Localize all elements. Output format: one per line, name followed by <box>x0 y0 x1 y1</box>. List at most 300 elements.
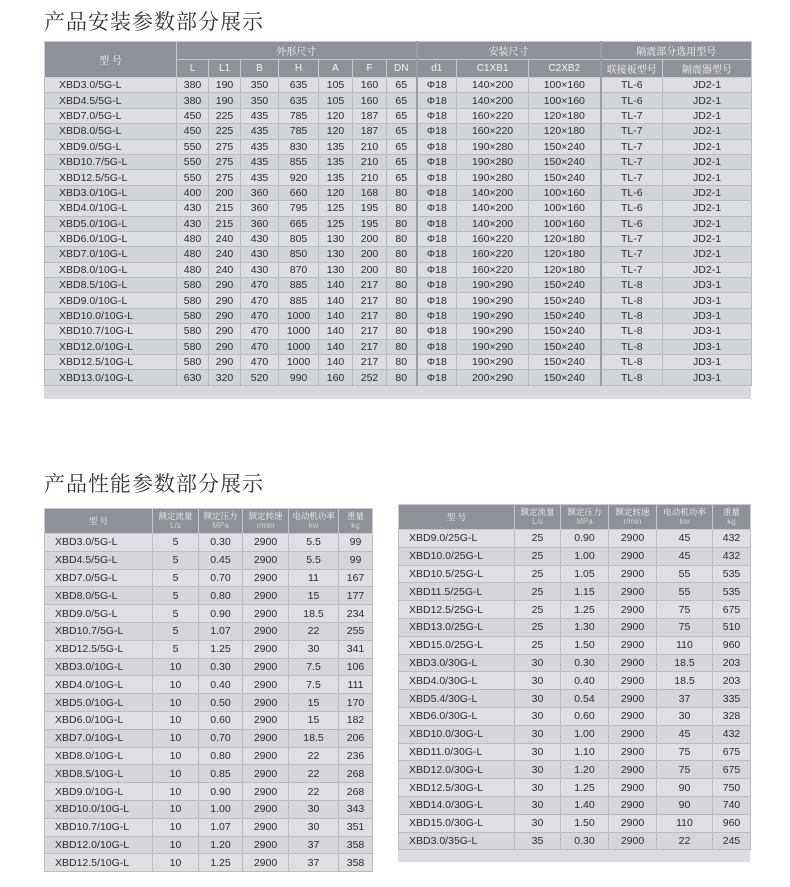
value-cell: 535 <box>713 565 751 583</box>
value-cell: 580 <box>177 324 209 339</box>
value-cell: 675 <box>713 761 751 779</box>
value-cell: JD2-1 <box>663 185 752 200</box>
model-cell: XBD6.0/10G-L <box>45 231 177 246</box>
model-cell: XBD12.0/10G-L <box>45 339 177 354</box>
value-cell: 18.5 <box>657 654 713 672</box>
model-cell: XBD6.0/10G-L <box>45 711 153 729</box>
value-cell: Φ18 <box>417 231 457 246</box>
value-cell: 215 <box>209 201 241 216</box>
value-cell: 5 <box>153 605 199 623</box>
table-row <box>45 78 752 93</box>
perf-header-label: 型 号 <box>88 516 109 526</box>
value-cell: 160×220 <box>457 247 529 262</box>
model-cell: XBD9.0/25G-L <box>399 530 515 548</box>
value-cell: 0.40 <box>561 672 609 690</box>
value-cell: JD3-1 <box>663 355 752 370</box>
value-cell: 30 <box>515 743 561 761</box>
value-cell: 920 <box>279 170 319 185</box>
value-cell: 5 <box>153 534 199 552</box>
value-cell: 120 <box>319 124 353 139</box>
value-cell: 80 <box>387 339 417 354</box>
value-cell: Φ18 <box>417 154 457 169</box>
value-cell: 1.50 <box>561 814 609 832</box>
value-cell: 435 <box>241 139 279 154</box>
value-cell: 430 <box>241 262 279 277</box>
value-cell: 22 <box>289 783 339 801</box>
value-cell: 45 <box>657 530 713 548</box>
value-cell: 10 <box>153 694 199 712</box>
value-cell: JD2-1 <box>663 78 752 93</box>
value-cell: 351 <box>339 818 373 836</box>
value-cell: 750 <box>713 779 751 797</box>
value-cell: 22 <box>289 765 339 783</box>
value-cell: 430 <box>241 247 279 262</box>
value-cell: 135 <box>319 139 353 154</box>
value-cell: 80 <box>387 216 417 231</box>
value-cell: 234 <box>339 605 373 623</box>
value-cell: TL-6 <box>601 93 663 108</box>
performance-table-left <box>44 508 373 872</box>
subheader-7: d1 <box>417 60 457 78</box>
value-cell: 150×240 <box>529 355 601 370</box>
perf-header-label: 额定压力 <box>567 507 602 517</box>
table-row <box>399 583 751 601</box>
value-cell: 1.00 <box>561 547 609 565</box>
value-cell: 885 <box>279 278 319 293</box>
model-cell: XBD10.0/25G-L <box>399 547 515 565</box>
value-cell: 11 <box>289 569 339 587</box>
value-cell: 80 <box>387 185 417 200</box>
value-cell: 2900 <box>243 800 289 818</box>
table-row <box>45 201 752 216</box>
model-cell: XBD5.0/10G-L <box>45 216 177 231</box>
value-cell: 240 <box>209 262 241 277</box>
value-cell: 358 <box>339 854 373 872</box>
table-row <box>45 587 373 605</box>
model-cell: XBD6.0/30G-L <box>399 707 515 725</box>
value-cell: TL-6 <box>601 201 663 216</box>
value-cell: 350 <box>241 78 279 93</box>
table-row <box>399 761 751 779</box>
value-cell: JD2-1 <box>663 247 752 262</box>
model-cell: XBD12.0/30G-L <box>399 761 515 779</box>
value-cell: 320 <box>209 370 241 385</box>
value-cell: 170 <box>339 694 373 712</box>
value-cell: 290 <box>209 339 241 354</box>
value-cell: 30 <box>515 707 561 725</box>
value-cell: 190×290 <box>457 293 529 308</box>
table-row <box>399 743 751 761</box>
value-cell: 245 <box>713 832 751 850</box>
value-cell: 217 <box>353 339 387 354</box>
value-cell: 37 <box>657 690 713 708</box>
install-params-table-wrap <box>44 41 751 399</box>
perf-header-5 <box>713 505 751 530</box>
value-cell: 75 <box>657 618 713 636</box>
value-cell: 160 <box>319 370 353 385</box>
value-cell: 2900 <box>243 711 289 729</box>
value-cell: 150×240 <box>529 324 601 339</box>
value-cell: TL-6 <box>601 216 663 231</box>
table-row <box>45 711 373 729</box>
value-cell: 100×160 <box>529 78 601 93</box>
value-cell: 343 <box>339 800 373 818</box>
value-cell: 275 <box>209 139 241 154</box>
value-cell: 1.25 <box>199 640 243 658</box>
value-cell: 480 <box>177 262 209 277</box>
value-cell: 7.5 <box>289 676 339 694</box>
value-cell: Φ18 <box>417 324 457 339</box>
value-cell: 150×240 <box>529 154 601 169</box>
value-cell: 2900 <box>609 636 657 654</box>
value-cell: 22 <box>289 747 339 765</box>
value-cell: 80 <box>387 201 417 216</box>
value-cell: 182 <box>339 711 373 729</box>
install-params-table <box>44 41 752 386</box>
model-cell: XBD10.7/10G-L <box>45 324 177 339</box>
value-cell: 635 <box>279 93 319 108</box>
value-cell: Φ18 <box>417 262 457 277</box>
model-cell: XBD10.7/5G-L <box>45 154 177 169</box>
value-cell: 830 <box>279 139 319 154</box>
value-cell: 120 <box>319 108 353 123</box>
value-cell: 1000 <box>279 339 319 354</box>
perf-header-2 <box>561 505 609 530</box>
value-cell: 2900 <box>609 707 657 725</box>
table-row <box>45 185 752 200</box>
perf-header-label: 额定流量 <box>158 511 193 521</box>
value-cell: 65 <box>387 78 417 93</box>
value-cell: 120×180 <box>529 108 601 123</box>
value-cell: 480 <box>177 231 209 246</box>
model-cell: XBD4.5/5G-L <box>45 93 177 108</box>
value-cell: Φ18 <box>417 185 457 200</box>
value-cell: 140×200 <box>457 93 529 108</box>
value-cell: 25 <box>515 618 561 636</box>
value-cell: 1.25 <box>199 854 243 872</box>
perf-header-4 <box>289 509 339 534</box>
value-cell: 2900 <box>243 569 289 587</box>
value-cell: TL-8 <box>601 278 663 293</box>
value-cell: 75 <box>657 743 713 761</box>
perf-header-unit: kg <box>727 517 736 526</box>
model-cell: XBD4.5/5G-L <box>45 551 153 569</box>
value-cell: 432 <box>713 725 751 743</box>
value-cell: 665 <box>279 216 319 231</box>
value-cell: 2900 <box>609 547 657 565</box>
table-row <box>45 370 752 385</box>
value-cell: 328 <box>713 707 751 725</box>
value-cell: 1.07 <box>199 818 243 836</box>
value-cell: 435 <box>241 108 279 123</box>
model-cell: XBD4.0/10G-L <box>45 201 177 216</box>
model-cell: XBD9.0/5G-L <box>45 139 177 154</box>
table-row <box>45 551 373 569</box>
value-cell: 2900 <box>243 783 289 801</box>
value-cell: 150×240 <box>529 339 601 354</box>
value-cell: 635 <box>279 78 319 93</box>
value-cell: 190×280 <box>457 154 529 169</box>
header-isolation-models: 隔震部分选用型号 <box>601 42 752 60</box>
value-cell: 2900 <box>243 676 289 694</box>
perf-header-3 <box>243 509 289 534</box>
value-cell: 10 <box>153 818 199 836</box>
value-cell: 190×280 <box>457 170 529 185</box>
table-row <box>45 93 752 108</box>
value-cell: 0.30 <box>199 658 243 676</box>
value-cell: 80 <box>387 324 417 339</box>
value-cell: 2900 <box>243 622 289 640</box>
value-cell: 2900 <box>609 725 657 743</box>
value-cell: 535 <box>713 583 751 601</box>
value-cell: TL-6 <box>601 78 663 93</box>
value-cell: 2900 <box>243 640 289 658</box>
value-cell: 5 <box>153 622 199 640</box>
model-cell: XBD3.0/35G-L <box>399 832 515 850</box>
value-cell: 25 <box>515 583 561 601</box>
value-cell: 150×240 <box>529 370 601 385</box>
value-cell: 1.05 <box>561 565 609 583</box>
value-cell: JD2-1 <box>663 231 752 246</box>
value-cell: 0.90 <box>199 605 243 623</box>
subheader-11: 隔震器型号 <box>663 60 752 78</box>
value-cell: 10 <box>153 783 199 801</box>
subheader-9: C2XB2 <box>529 60 601 78</box>
value-cell: 805 <box>279 231 319 246</box>
performance-section-title: 产品性能参数部分展示 <box>44 472 264 496</box>
value-cell: 45 <box>657 547 713 565</box>
model-cell: XBD8.5/10G-L <box>45 765 153 783</box>
model-cell: XBD4.0/10G-L <box>45 676 153 694</box>
value-cell: 990 <box>279 370 319 385</box>
value-cell: 400 <box>177 185 209 200</box>
value-cell: 1.25 <box>561 601 609 619</box>
value-cell: 135 <box>319 154 353 169</box>
value-cell: 5 <box>153 569 199 587</box>
value-cell: 0.30 <box>199 534 243 552</box>
value-cell: 110 <box>657 636 713 654</box>
value-cell: 10 <box>153 800 199 818</box>
model-cell: XBD9.0/5G-L <box>45 605 153 623</box>
value-cell: JD3-1 <box>663 339 752 354</box>
value-cell: 65 <box>387 124 417 139</box>
value-cell: 18.5 <box>289 605 339 623</box>
value-cell: 217 <box>353 278 387 293</box>
value-cell: 240 <box>209 231 241 246</box>
value-cell: 35 <box>515 832 561 850</box>
value-cell: 2900 <box>609 779 657 797</box>
value-cell: 358 <box>339 836 373 854</box>
perf-header-label: 额定转速 <box>615 507 650 517</box>
perf-header-label: 额定转速 <box>248 511 283 521</box>
value-cell: 135 <box>319 170 353 185</box>
value-cell: TL-7 <box>601 108 663 123</box>
value-cell: JD2-1 <box>663 262 752 277</box>
value-cell: 160×220 <box>457 231 529 246</box>
value-cell: Φ18 <box>417 293 457 308</box>
value-cell: 30 <box>515 672 561 690</box>
value-cell: JD2-1 <box>663 170 752 185</box>
value-cell: 80 <box>387 293 417 308</box>
value-cell: 0.60 <box>561 707 609 725</box>
perf-header-0 <box>399 505 515 530</box>
value-cell: TL-8 <box>601 324 663 339</box>
value-cell: 1.07 <box>199 622 243 640</box>
table-row <box>399 618 751 636</box>
value-cell: 30 <box>515 725 561 743</box>
value-cell: 795 <box>279 201 319 216</box>
value-cell: JD3-1 <box>663 370 752 385</box>
table-row <box>399 690 751 708</box>
value-cell: 2900 <box>243 818 289 836</box>
value-cell: 210 <box>353 139 387 154</box>
value-cell: JD3-1 <box>663 293 752 308</box>
value-cell: 2900 <box>609 672 657 690</box>
table-row <box>45 818 373 836</box>
value-cell: 1.20 <box>561 761 609 779</box>
table-row <box>45 247 752 262</box>
model-cell: XBD10.0/10G-L <box>45 800 153 818</box>
model-cell: XBD7.0/10G-L <box>45 247 177 262</box>
value-cell: 210 <box>353 154 387 169</box>
table-row <box>45 139 752 154</box>
table-row <box>45 569 373 587</box>
value-cell: 190×290 <box>457 308 529 323</box>
value-cell: 80 <box>387 278 417 293</box>
value-cell: 2900 <box>243 729 289 747</box>
value-cell: Φ18 <box>417 355 457 370</box>
value-cell: 0.54 <box>561 690 609 708</box>
perf-header-1 <box>515 505 561 530</box>
model-cell: XBD10.0/10G-L <box>45 308 177 323</box>
value-cell: 1000 <box>279 355 319 370</box>
table-row <box>45 836 373 854</box>
value-cell: 290 <box>209 293 241 308</box>
subheader-3: H <box>279 60 319 78</box>
value-cell: 360 <box>241 201 279 216</box>
perf-header-unit: r/min <box>623 517 642 526</box>
value-cell: 360 <box>241 185 279 200</box>
value-cell: 120×180 <box>529 124 601 139</box>
table-row <box>45 622 373 640</box>
value-cell: 150×240 <box>529 170 601 185</box>
value-cell: 470 <box>241 324 279 339</box>
value-cell: 1000 <box>279 324 319 339</box>
value-cell: 125 <box>319 216 353 231</box>
table-row <box>45 154 752 169</box>
value-cell: 25 <box>515 565 561 583</box>
value-cell: 2900 <box>243 854 289 872</box>
value-cell: 1.20 <box>199 836 243 854</box>
value-cell: 10 <box>153 836 199 854</box>
model-cell: XBD3.0/5G-L <box>45 78 177 93</box>
value-cell: 2900 <box>243 765 289 783</box>
value-cell: 30 <box>289 800 339 818</box>
value-cell: 0.30 <box>561 832 609 850</box>
value-cell: TL-7 <box>601 154 663 169</box>
value-cell: 430 <box>177 201 209 216</box>
value-cell: Φ18 <box>417 78 457 93</box>
value-cell: 190×290 <box>457 339 529 354</box>
value-cell: JD2-1 <box>663 201 752 216</box>
model-cell: XBD12.5/30G-L <box>399 779 515 797</box>
model-cell: XBD8.0/10G-L <box>45 747 153 765</box>
value-cell: 30 <box>515 654 561 672</box>
table-row <box>45 694 373 712</box>
value-cell: 2900 <box>243 747 289 765</box>
value-cell: 140 <box>319 339 353 354</box>
value-cell: 140×200 <box>457 185 529 200</box>
value-cell: 55 <box>657 583 713 601</box>
value-cell: 140 <box>319 324 353 339</box>
value-cell: 2900 <box>609 743 657 761</box>
model-cell: XBD4.0/30G-L <box>399 672 515 690</box>
value-cell: Φ18 <box>417 139 457 154</box>
value-cell: 580 <box>177 355 209 370</box>
value-cell: 660 <box>279 185 319 200</box>
model-cell: XBD8.0/5G-L <box>45 124 177 139</box>
perf-header-unit: MPa <box>576 517 593 526</box>
value-cell: 167 <box>339 569 373 587</box>
value-cell: Φ18 <box>417 201 457 216</box>
value-cell: 30 <box>515 690 561 708</box>
value-cell: Φ18 <box>417 124 457 139</box>
table-row <box>45 658 373 676</box>
model-cell: XBD12.5/10G-L <box>45 355 177 370</box>
value-cell: 2900 <box>609 690 657 708</box>
model-cell: XBD10.7/5G-L <box>45 622 153 640</box>
value-cell: 160 <box>353 93 387 108</box>
table-row <box>45 783 373 801</box>
value-cell: 268 <box>339 765 373 783</box>
value-cell: 0.90 <box>561 530 609 548</box>
value-cell: Φ18 <box>417 339 457 354</box>
value-cell: 187 <box>353 124 387 139</box>
model-cell: XBD9.0/10G-L <box>45 783 153 801</box>
table-row <box>45 729 373 747</box>
value-cell: 110 <box>657 814 713 832</box>
value-cell: 380 <box>177 78 209 93</box>
value-cell: 80 <box>387 262 417 277</box>
value-cell: 0.90 <box>199 783 243 801</box>
value-cell: 0.80 <box>199 587 243 605</box>
value-cell: 217 <box>353 293 387 308</box>
value-cell: 217 <box>353 308 387 323</box>
value-cell: 10 <box>153 676 199 694</box>
perf-header-label: 重量 <box>722 507 740 517</box>
value-cell: JD2-1 <box>663 216 752 231</box>
value-cell: 25 <box>515 636 561 654</box>
value-cell: 65 <box>387 154 417 169</box>
value-cell: 200 <box>209 185 241 200</box>
value-cell: 22 <box>289 622 339 640</box>
table-row <box>399 779 751 797</box>
value-cell: 140×200 <box>457 216 529 231</box>
value-cell: Φ18 <box>417 93 457 108</box>
model-cell: XBD12.5/25G-L <box>399 601 515 619</box>
value-cell: 435 <box>241 124 279 139</box>
value-cell: 150×240 <box>529 139 601 154</box>
model-cell: XBD3.0/10G-L <box>45 185 177 200</box>
value-cell: 195 <box>353 216 387 231</box>
perf-header-1 <box>153 509 199 534</box>
value-cell: Φ18 <box>417 170 457 185</box>
value-cell: 550 <box>177 170 209 185</box>
value-cell: 30 <box>657 707 713 725</box>
value-cell: 18.5 <box>289 729 339 747</box>
value-cell: 5 <box>153 587 199 605</box>
model-cell: XBD15.0/30G-L <box>399 814 515 832</box>
